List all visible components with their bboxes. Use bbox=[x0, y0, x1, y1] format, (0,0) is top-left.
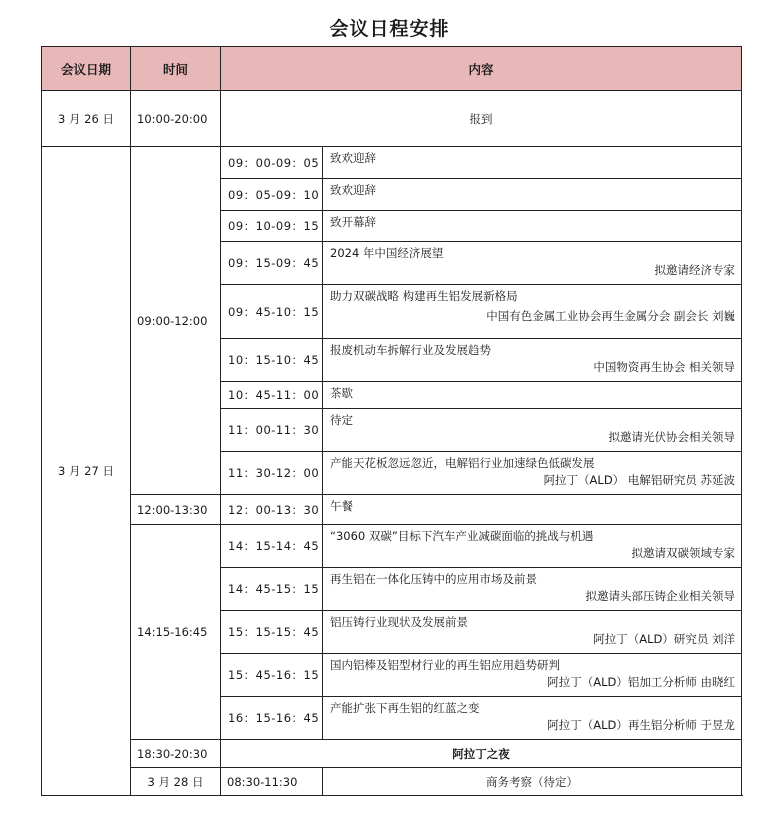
topic-text: 铝压铸行业现状及发展前景 bbox=[330, 615, 468, 629]
slot-cell: 10：45-11：00 bbox=[221, 382, 323, 409]
slot-cell: 14：15-14：45 bbox=[221, 525, 323, 568]
topic-text: 致开幕辞 bbox=[330, 215, 376, 229]
content-cell: 阿拉丁之夜 bbox=[221, 740, 742, 768]
slot-cell: 09：10-09：15 bbox=[221, 211, 323, 242]
content-cell bbox=[323, 654, 742, 697]
slot-cell: 15：15-15：45 bbox=[221, 611, 323, 654]
content-cell bbox=[323, 452, 742, 495]
topic-text: 国内铝棒及铝型材行业的再生铝应用趋势研判 bbox=[330, 658, 560, 672]
speaker-text: 拟邀请头部压铸企业相关领导 bbox=[585, 589, 736, 603]
content-cell bbox=[323, 211, 742, 242]
table-row bbox=[42, 495, 742, 525]
topic-text: 茶歇 bbox=[330, 386, 353, 400]
table-row bbox=[42, 91, 742, 147]
slot-cell: 09：45-10：15 bbox=[221, 285, 323, 339]
topic-text: 产能天花板忽远忽近，电解铝行业加速绿色低碳发展 bbox=[330, 456, 595, 470]
content-cell bbox=[323, 697, 742, 740]
speaker-text: 拟邀请光伏协会相关领导 bbox=[608, 430, 736, 444]
time-range-cell: 14:15-16:45 bbox=[131, 525, 221, 740]
speaker-text: 阿拉丁（ALD）铝加工分析师 由晓红 bbox=[547, 675, 736, 689]
slot-cell: 16：15-16：45 bbox=[221, 697, 323, 740]
header-content: 内容 bbox=[221, 47, 742, 91]
date-cell: 3 月 26 日 bbox=[42, 91, 131, 147]
speaker-text: 中国物资再生协会 相关领导 bbox=[593, 360, 736, 374]
topic-text: “3060 双碳”目标下汽车产业减碳面临的挑战与机遇 bbox=[330, 529, 594, 543]
slot-cell: 12：00-13：30 bbox=[221, 495, 323, 525]
table-row bbox=[42, 147, 742, 179]
content-cell bbox=[323, 147, 742, 179]
topic-text: 致欢迎辞 bbox=[330, 151, 376, 165]
slot-cell: 09：15-09：45 bbox=[221, 242, 323, 285]
content-cell bbox=[323, 339, 742, 382]
content-cell bbox=[323, 382, 742, 409]
topic-text: 2024 年中国经济展望 bbox=[330, 246, 444, 260]
table-row bbox=[42, 740, 742, 768]
time-range-cell: 10:00-20:00 bbox=[131, 91, 221, 147]
topic-text: 报废机动车拆解行业及发展趋势 bbox=[330, 343, 491, 357]
topic-text: 致欢迎辞 bbox=[330, 183, 376, 197]
slot-cell: 14：45-15：15 bbox=[221, 568, 323, 611]
schedule-table bbox=[41, 46, 742, 796]
slot-cell: 09：00-09：05 bbox=[221, 147, 323, 179]
topic-text: 产能扩张下再生铝的红蓝之变 bbox=[330, 701, 480, 715]
header-row bbox=[42, 47, 742, 91]
content-cell bbox=[323, 611, 742, 654]
content-cell: 商务考察（待定） bbox=[323, 768, 742, 796]
speaker-text: 阿拉丁（ALD） 电解铝研究员 苏延波 bbox=[543, 473, 736, 487]
time-range-cell: 18:30-20:30 bbox=[131, 740, 221, 768]
topic-text: 再生铝在一体化压铸中的应用市场及前景 bbox=[330, 572, 537, 586]
page-title: 会议日程安排 bbox=[329, 18, 450, 40]
content-cell bbox=[323, 495, 742, 525]
slot-cell: 11：30-12：00 bbox=[221, 452, 323, 495]
topic-text: 助力双碳战略 构建再生铝发展新格局 bbox=[330, 289, 518, 303]
time-range-cell: 09:00-12:00 bbox=[131, 147, 221, 495]
content-cell bbox=[323, 242, 742, 285]
topic-text: 午餐 bbox=[330, 499, 353, 513]
date-cell: 3 月 27 日 bbox=[42, 147, 131, 796]
slot-cell: 09：05-09：10 bbox=[221, 179, 323, 211]
speaker-text: 阿拉丁（ALD）再生铝分析师 于昱龙 bbox=[547, 718, 736, 732]
slot-cell: 11：00-11：30 bbox=[221, 409, 323, 452]
speaker-text: 拟邀请经济专家 bbox=[654, 263, 736, 277]
date-cell: 3 月 28 日 bbox=[131, 768, 221, 796]
content-cell bbox=[323, 409, 742, 452]
slot-cell: 10：15-10：45 bbox=[221, 339, 323, 382]
speaker-text: 阿拉丁（ALD）研究员 刘洋 bbox=[593, 632, 736, 646]
time-range-cell: 08:30-11:30 bbox=[221, 768, 323, 796]
table-row bbox=[42, 525, 742, 568]
time-range-cell: 12:00-13:30 bbox=[131, 495, 221, 525]
content-cell bbox=[323, 568, 742, 611]
content-cell bbox=[323, 285, 742, 339]
speaker-text: 拟邀请双碳领域专家 bbox=[631, 546, 736, 560]
header-date: 会议日期 bbox=[42, 47, 131, 91]
content-cell: 报到 bbox=[221, 91, 742, 147]
topic-text: 待定 bbox=[330, 413, 353, 427]
content-cell bbox=[323, 179, 742, 211]
table-row bbox=[42, 768, 742, 796]
content-cell bbox=[323, 525, 742, 568]
header-time: 时间 bbox=[131, 47, 221, 91]
slot-cell: 15：45-16：15 bbox=[221, 654, 323, 697]
speaker-text: 中国有色金属工业协会再生金属分会 副会长 刘巍 bbox=[486, 309, 736, 323]
